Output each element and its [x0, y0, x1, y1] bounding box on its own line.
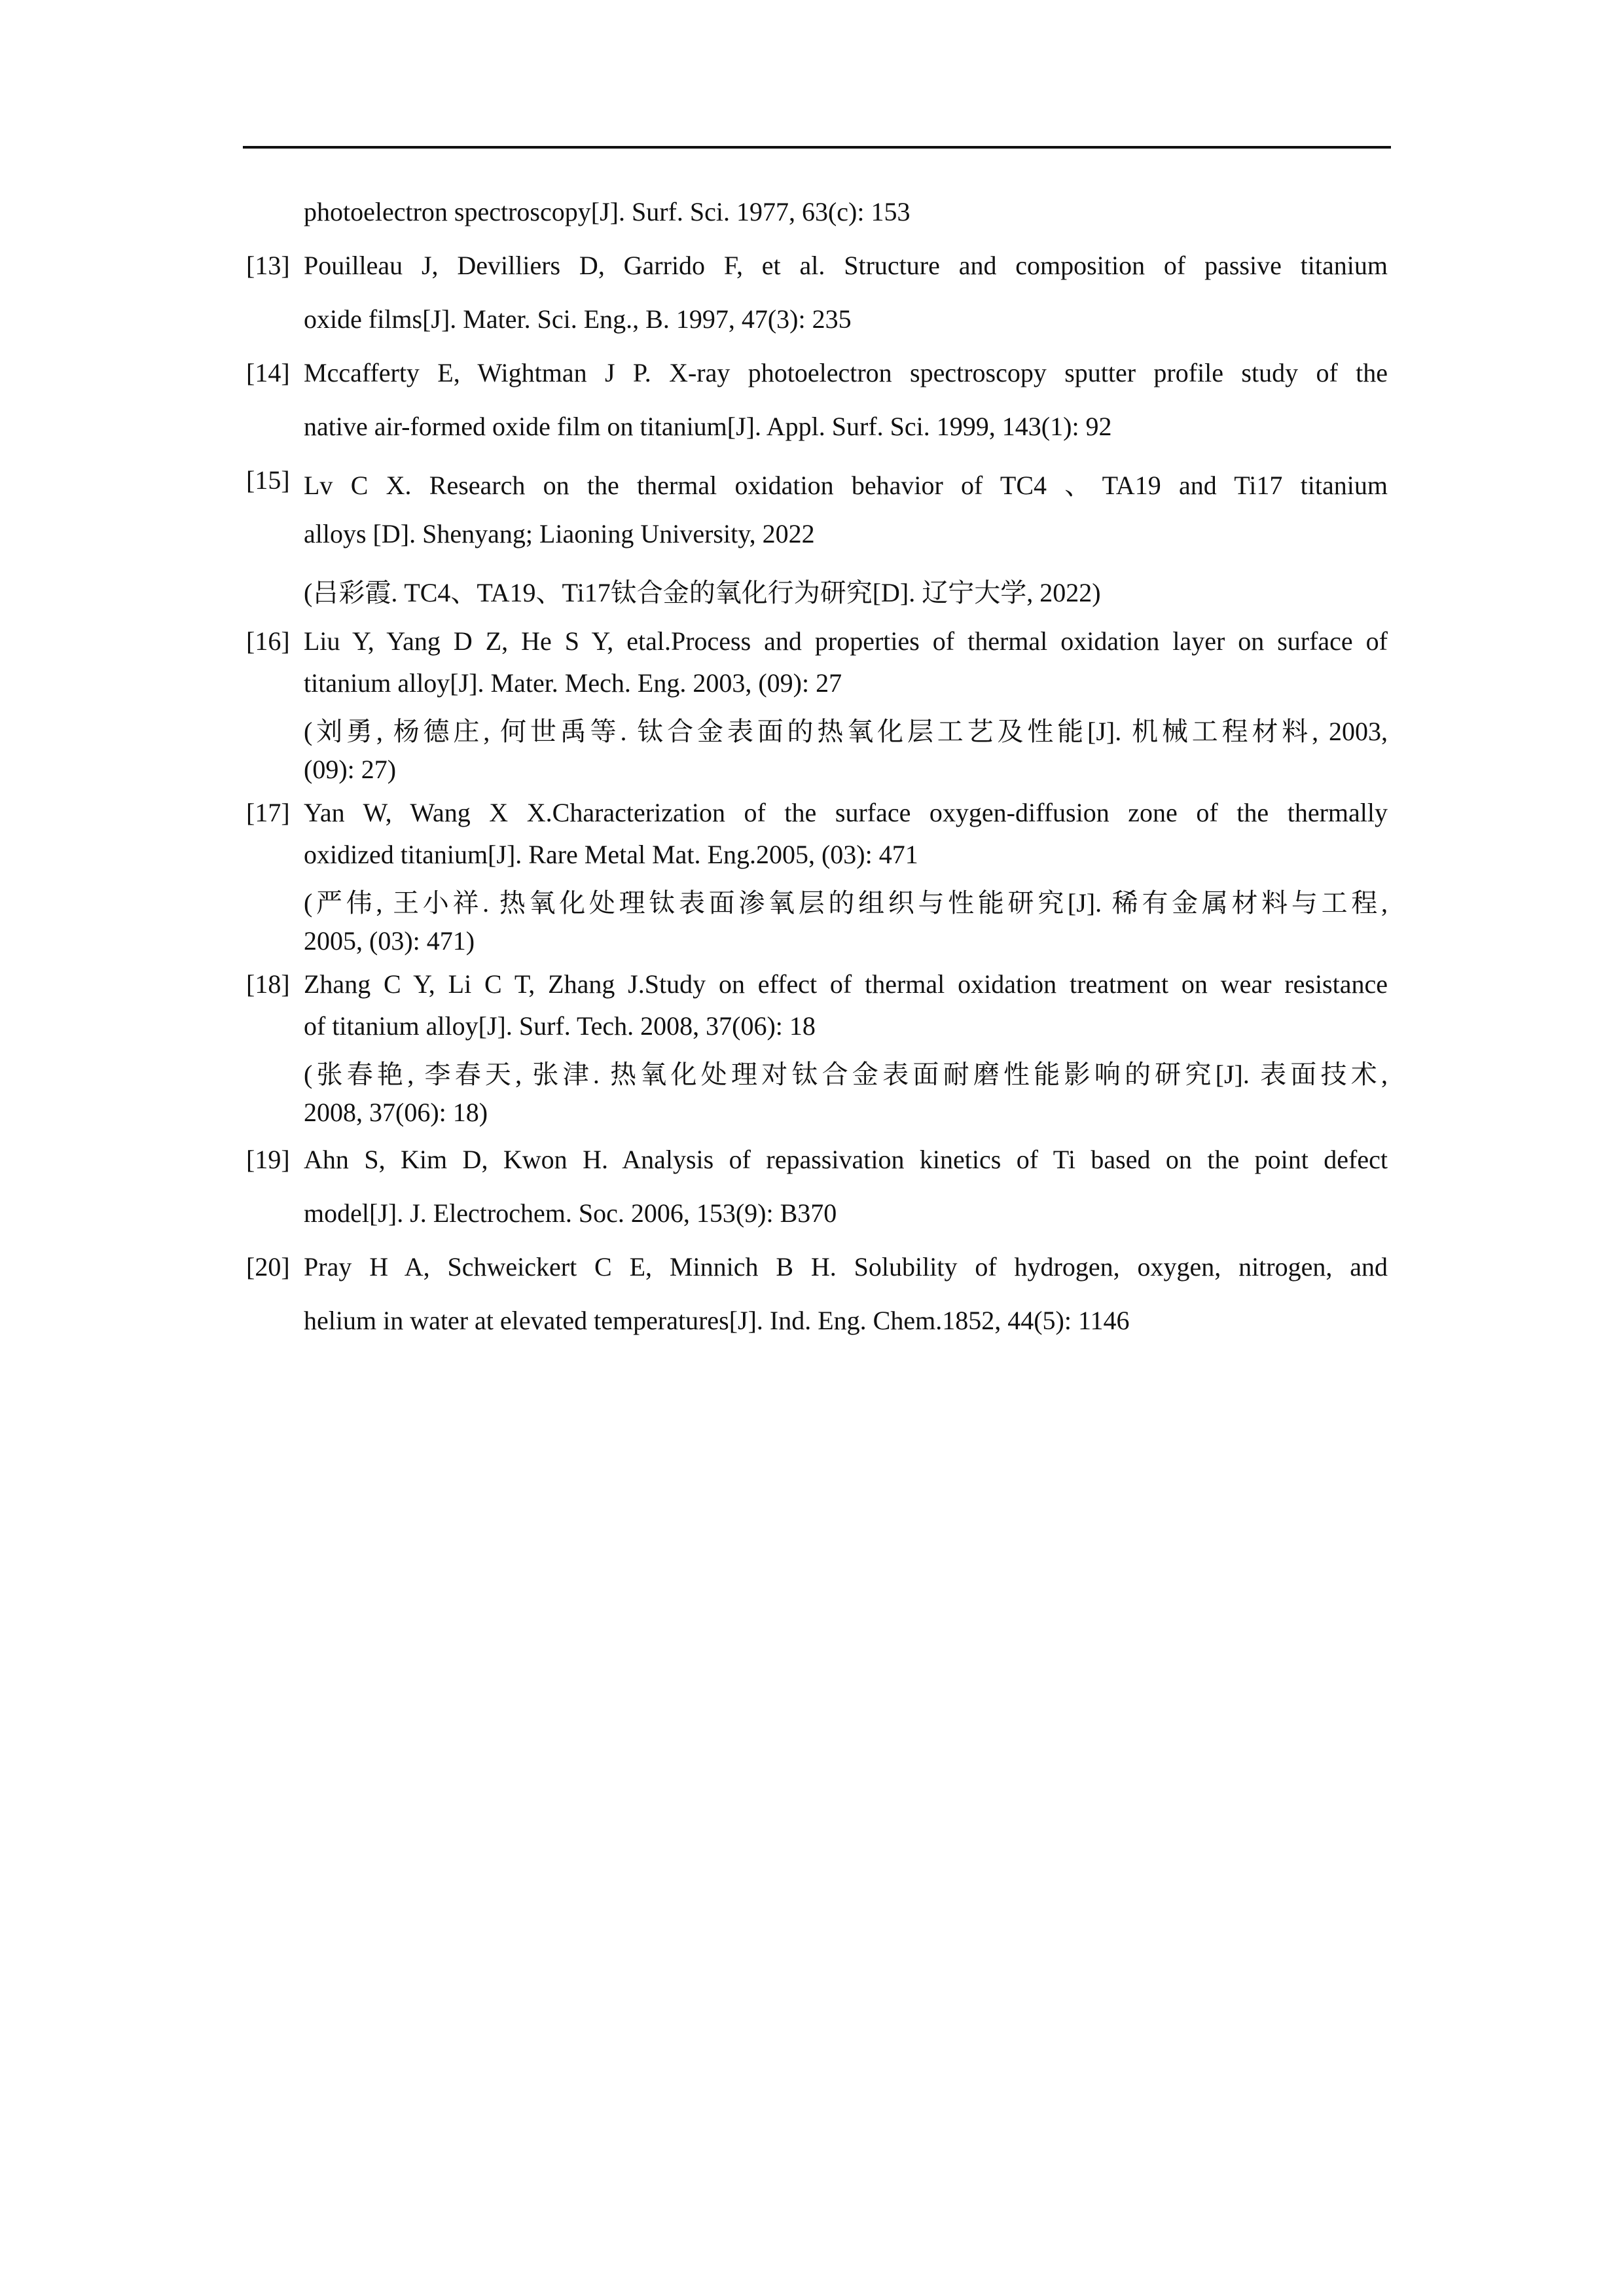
reference-line: 2005, (03): 471)	[304, 926, 475, 956]
reference-number: [14]	[246, 358, 290, 387]
reference-line: model[J]. J. Electrochem. Soc. 2006, 153(9): B370	[304, 1198, 837, 1228]
reference-19: [19] Ahn S, Kim D, Kwon H. Analysis of repassivation kinetics of Ti based on the point defect	[246, 1145, 1388, 1174]
reference-number: [18]	[246, 969, 290, 999]
reference-line: photoelectron spectroscopy[J]. Surf. Sci. 1977, 63(c): 153	[304, 197, 911, 226]
reference-line: (张春艳, 李春天, 张津. 热氧化处理对钛合金表面耐磨性能影响的研究[J]. 表面技术,	[304, 1060, 1388, 1089]
reference-16: [16] Liu Y, Yang D Z, He S Y, etal.Process and properties of thermal oxidation layer on surface of	[246, 626, 1388, 656]
reference-line: native air-formed oxide film on titanium[J]. Appl. Surf. Sci. 1999, 143(1): 92	[304, 412, 1112, 441]
reference-line: (09): 27)	[304, 755, 397, 784]
reference-17: [17] Yan W, Wang X X.Characterization of the surface oxygen-diffusion zone of the thermally	[246, 798, 1388, 827]
reference-15: [15] Lv C X. Research on the thermal oxidation behavior of TC4 、TA19 and Ti17 titanium	[246, 465, 1388, 500]
reference-number: [16]	[246, 626, 290, 656]
reference-line: 2008, 37(06): 18)	[304, 1098, 488, 1127]
reference-number: [17]	[246, 798, 290, 827]
reference-14: [14] Mccafferty E, Wightman J P. X-ray photoelectron spectroscopy sputter profile study of the	[246, 358, 1388, 387]
reference-line: titanium alloy[J]. Mater. Mech. Eng. 2003, (09): 27	[304, 668, 842, 698]
reference-number: [19]	[246, 1145, 290, 1174]
reference-line: (吕彩霞. TC4、TA19、Ti17钛合金的氧化行为研究[D]. 辽宁大学, 2022)	[304, 578, 1101, 607]
reference-18: [18] Zhang C Y, Li C T, Zhang J.Study on effect of thermal oxidation treatment on wear resistance	[246, 969, 1388, 999]
reference-line: oxide films[J]. Mater. Sci. Eng., B. 1997, 47(3): 235	[304, 304, 852, 334]
reference-20: [20] Pray H A, Schweickert C E, Minnich B H. Solubility of hydrogen, oxygen, nitrogen, and	[246, 1252, 1388, 1282]
reference-line: (严伟, 王小祥. 热氧化处理钛表面渗氧层的组织与性能研究[J]. 稀有金属材料与工程,	[304, 888, 1388, 918]
reference-number: [15]	[246, 465, 290, 495]
reference-13: [13] Pouilleau J, Devilliers D, Garrido F, et al. Structure and composition of passive titanium	[246, 251, 1388, 280]
header-rule	[243, 146, 1391, 149]
reference-list	[246, 196, 1388, 1359]
reference-number: [13]	[246, 251, 290, 280]
reference-line: of titanium alloy[J]. Surf. Tech. 2008, 37(06): 18	[304, 1011, 816, 1041]
reference-line: alloys [D]. Shenyang; Liaoning University, 2022	[304, 519, 815, 548]
reference-line: oxidized titanium[J]. Rare Metal Mat. Eng.2005, (03): 471	[304, 840, 918, 869]
reference-number: [20]	[246, 1252, 290, 1282]
reference-line: (刘勇, 杨德庄, 何世禹等. 钛合金表面的热氧化层工艺及性能[J]. 机械工程材料, 2003,	[304, 717, 1388, 746]
reference-line: helium in water at elevated temperatures[J]. Ind. Eng. Chem.1852, 44(5): 1146	[304, 1306, 1130, 1335]
